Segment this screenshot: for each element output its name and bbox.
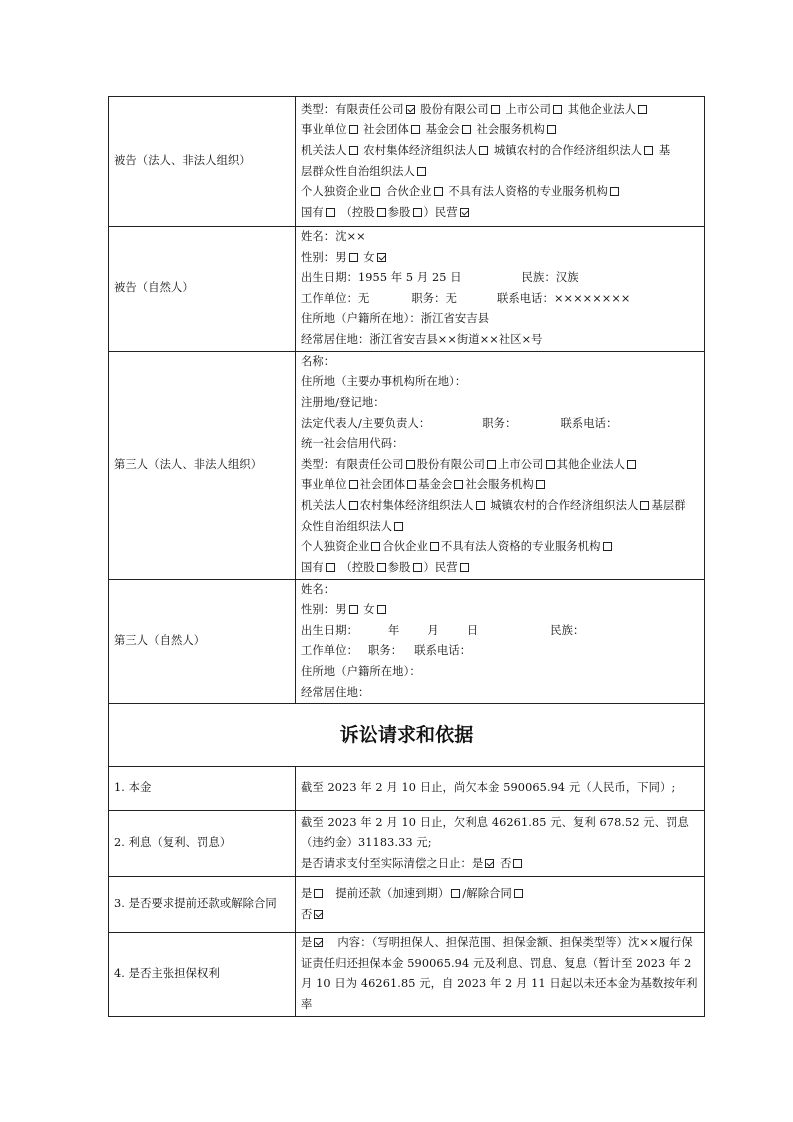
- checkbox-icon[interactable]: [349, 605, 358, 614]
- defendant-post: 职务：无: [411, 291, 457, 305]
- interest-until-paid-yes: 是否请求支付至实际清偿之日止：是: [301, 856, 484, 870]
- third-person-birth-line: [301, 621, 699, 642]
- claim-interest-value: [296, 811, 705, 877]
- gender-female: 女: [363, 250, 375, 264]
- third-org-ownership-line: [301, 558, 699, 579]
- gender-female: 女: [363, 603, 375, 617]
- third-person-phone: 联系电话：: [414, 644, 472, 658]
- defendant-domicile: 住所地（户籍所在地）：浙江省安吉县: [301, 312, 490, 326]
- defendant-person-label-text: 被告（自然人）: [114, 281, 194, 295]
- type-other-enterprise: 其他企业法人: [567, 102, 637, 116]
- checkbox-icon[interactable]: [638, 105, 647, 114]
- checkbox-icon[interactable]: [326, 563, 335, 572]
- checkbox-icon[interactable]: [371, 187, 380, 196]
- checkbox-checked-icon[interactable]: [460, 208, 469, 217]
- checkbox-icon[interactable]: [430, 542, 439, 551]
- type-llc: 有限责任公司: [335, 457, 404, 471]
- third-org-rep: 法定代表人/主要负责人：: [301, 416, 431, 430]
- defendant-work: 工作单位：无: [301, 291, 370, 305]
- third-person-work-line: [301, 641, 699, 662]
- third-org-name: 名称：: [301, 354, 336, 368]
- third-org-type-line1: [301, 455, 699, 476]
- checkbox-icon[interactable]: [460, 563, 469, 572]
- type-prefix: 类型：: [301, 457, 336, 471]
- ownership-controlling: （控股: [340, 205, 375, 219]
- checkbox-icon[interactable]: [644, 146, 653, 155]
- claim-early-row: [109, 877, 705, 933]
- checkbox-icon[interactable]: [462, 125, 471, 134]
- third-org-label: [109, 351, 296, 579]
- defendant-ethnic: 民族：汉族: [521, 271, 579, 285]
- defendant-org-type-line4: [301, 162, 699, 183]
- claim-guarantee-label-text: 4. 是否主张担保权利: [114, 967, 220, 981]
- checkbox-icon[interactable]: [407, 480, 416, 489]
- ownership-private: ）民营: [423, 205, 458, 219]
- third-person-label: [109, 579, 296, 704]
- early-no: 否: [301, 907, 313, 921]
- ownership-share: 参股: [387, 560, 411, 574]
- checkbox-icon[interactable]: [491, 105, 500, 114]
- third-org-credit-code: 统一社会信用代码：: [301, 437, 404, 451]
- third-org-type-line5: [301, 537, 699, 558]
- third-person-gender-line: [301, 600, 699, 621]
- claim-early-options: [301, 884, 699, 905]
- checkbox-checked-icon[interactable]: [377, 253, 386, 262]
- type-foundation: 基金会: [425, 123, 460, 137]
- checkbox-icon[interactable]: [627, 460, 636, 469]
- third-org-post: 职务：: [482, 416, 517, 430]
- defendant-gender-line: [301, 248, 699, 269]
- guarantee-text: 内容：（写明担保人、担保范围、担保金额、担保类型等）沈××履行保证责任归还担保本金 590065.94 元及利息、罚息、复息（暂计至 2023 年 2 月 10 日为 46261.85 元，自 2023 年 2 月 11 日起以未还本金为基数按年利率: [301, 936, 698, 1011]
- checkbox-icon[interactable]: [377, 605, 386, 614]
- type-social-group: 社会团体: [363, 123, 409, 137]
- defendant-person-value: [296, 227, 705, 352]
- defendant-org-type-line1: [301, 100, 699, 121]
- birth-month: 月: [427, 623, 439, 637]
- claim-early-value: [296, 877, 705, 933]
- type-foundation: 基金会: [418, 478, 453, 492]
- defendant-org-type-line5: [301, 182, 699, 203]
- checkbox-icon[interactable]: [413, 563, 422, 572]
- checkbox-icon[interactable]: [349, 501, 358, 510]
- early-yes: 是: [301, 887, 313, 901]
- type-sole-prop: 个人独资企业: [301, 540, 370, 554]
- type-grassroots-start: 基: [658, 143, 671, 157]
- checkbox-icon[interactable]: [476, 501, 485, 510]
- checkbox-icon[interactable]: [553, 105, 562, 114]
- defendant-person-label: [109, 227, 296, 352]
- type-listed: 上市公司: [505, 102, 551, 116]
- checkbox-icon[interactable]: [536, 480, 545, 489]
- ownership-share: 参股: [387, 205, 411, 219]
- type-organ: 机关法人: [301, 143, 347, 157]
- checkbox-icon[interactable]: [640, 501, 649, 510]
- checkbox-icon[interactable]: [413, 208, 422, 217]
- third-person-residence: 经常居住地：: [301, 685, 370, 699]
- birth-day: 日: [466, 623, 479, 637]
- type-grassroots: 层群众性自治组织法人: [301, 164, 415, 178]
- checkbox-icon[interactable]: [371, 542, 380, 551]
- checkbox-icon[interactable]: [406, 460, 415, 469]
- checkbox-checked-icon[interactable]: [485, 859, 494, 868]
- type-institution: 事业单位: [301, 478, 347, 492]
- type-joint-stock: 股份有限公司: [420, 102, 489, 116]
- type-organ: 机关法人: [301, 498, 347, 512]
- claim-principal-value: [296, 767, 705, 811]
- checkbox-icon[interactable]: [479, 146, 488, 155]
- claim-guarantee-content: [301, 933, 699, 1015]
- claim-principal-label: [109, 767, 296, 811]
- type-listed: 上市公司: [497, 457, 544, 471]
- type-partnership: 合伙企业: [382, 540, 428, 554]
- checkbox-icon[interactable]: [349, 480, 358, 489]
- checkbox-icon[interactable]: [314, 889, 323, 898]
- third-person-row: [109, 579, 705, 704]
- checkbox-icon[interactable]: [454, 480, 463, 489]
- claim-interest-label-text: 2. 利息（复利、罚息）: [114, 836, 232, 850]
- third-org-value: [296, 351, 705, 579]
- third-org-type-line2: [301, 475, 699, 496]
- third-person-domicile: 住所地（户籍所在地）：: [301, 664, 421, 678]
- checkbox-icon[interactable]: [513, 859, 522, 868]
- checkbox-checked-icon[interactable]: [314, 938, 323, 947]
- type-social-group: 社会团体: [359, 478, 406, 492]
- claim-early-label-text: 3. 是否要求提前还款或解除合同: [114, 897, 277, 911]
- claim-guarantee-row: [109, 933, 705, 1016]
- claim-early-no-line: [301, 905, 699, 926]
- third-org-address: 住所地（主要办事机构所在地）：: [301, 375, 467, 389]
- checkbox-icon[interactable]: [377, 208, 386, 217]
- defendant-org-value: [296, 97, 705, 227]
- type-grassroots: 众性自治组织法人: [301, 519, 393, 533]
- gender-male: 性别：男: [301, 250, 347, 264]
- third-person-ethnic: 民族：: [550, 623, 585, 637]
- third-org-label-text: 第三人（法人、非法人组织）: [114, 457, 263, 471]
- defendant-residence: 经常居住地：浙江省安吉县××街道××社区×号: [301, 332, 543, 346]
- type-social-service: 社会服务机构: [476, 123, 545, 137]
- claim-guarantee-value: [296, 933, 705, 1016]
- defendant-person-row: [109, 227, 705, 352]
- ownership-private: ）民营: [423, 560, 458, 574]
- birth-year: 年: [388, 623, 400, 637]
- early-terminate: /解除合同: [462, 887, 512, 901]
- complaint-form-table: [108, 96, 705, 1017]
- gender-male: 性别：男: [301, 603, 347, 617]
- claim-guarantee-label: [109, 933, 296, 1016]
- third-org-phone: 联系电话：: [560, 416, 618, 430]
- claim-principal-label-text: 1. 本金: [114, 781, 152, 795]
- defendant-birth-line: [301, 268, 699, 289]
- checkbox-icon[interactable]: [547, 125, 556, 134]
- checkbox-icon[interactable]: [377, 563, 386, 572]
- third-org-registration: 注册地/登记地：: [301, 395, 385, 409]
- defendant-org-label: [109, 97, 296, 227]
- third-org-rep-line: [301, 414, 699, 435]
- third-org-type-line4: [301, 517, 699, 538]
- defendant-birth: 出生日期：1955 年 5 月 25 日: [301, 271, 462, 285]
- defendant-org-row: [109, 97, 705, 227]
- checkbox-icon[interactable]: [411, 125, 420, 134]
- checkbox-icon[interactable]: [451, 889, 460, 898]
- checkbox-icon[interactable]: [417, 167, 426, 176]
- defendant-org-type-line2: [301, 120, 699, 141]
- type-cooperative: 城镇农村的合作经济组织法人: [493, 143, 643, 157]
- type-cooperative: 城镇农村的合作经济组织法人: [490, 498, 639, 512]
- early-acceleration: 提前还款（加速到期）: [335, 887, 450, 901]
- third-person-work: 工作单位：: [301, 644, 358, 658]
- checkbox-icon[interactable]: [487, 460, 496, 469]
- defendant-work-line: [301, 289, 699, 310]
- checkbox-checked-icon[interactable]: [314, 910, 323, 919]
- claim-interest-text: 截至 2023 年 2 月 10 日止，欠利息 46261.85 元、复利 678.52 元、罚息（违约金）31183.33 元;: [301, 815, 689, 850]
- guarantee-yes: 是: [301, 936, 313, 950]
- defendant-org-ownership-line: [301, 203, 699, 224]
- type-non-legal-service: 不具有法人资格的专业服务机构: [440, 540, 601, 554]
- checkbox-icon[interactable]: [603, 542, 612, 551]
- checkbox-icon[interactable]: [349, 146, 358, 155]
- checkbox-checked-icon[interactable]: [406, 105, 415, 114]
- third-person-post: 职务：: [368, 644, 403, 658]
- type-rural-collective: 农村集体经济组织法人: [359, 498, 474, 512]
- checkbox-icon[interactable]: [610, 187, 619, 196]
- claim-principal-text: 截至 2023 年 2 月 10 日止，尚欠本金 590065.94 元（人民币，下同）;: [301, 781, 676, 795]
- third-person-name: 姓名：: [301, 582, 336, 596]
- third-person-birth: 出生日期：: [301, 623, 358, 637]
- checkbox-icon[interactable]: [434, 187, 443, 196]
- checkbox-icon[interactable]: [349, 125, 358, 134]
- type-social-service: 社会服务机构: [465, 478, 534, 492]
- ownership-state: 国有: [301, 205, 324, 219]
- ownership-controlling: （控股: [340, 560, 375, 574]
- type-other-enterprise: 其他企业法人: [556, 457, 625, 471]
- type-prefix: 类型：: [301, 102, 336, 116]
- checkbox-icon[interactable]: [514, 889, 523, 898]
- type-grassroots-start: 基层群: [651, 498, 686, 512]
- checkbox-icon[interactable]: [326, 208, 335, 217]
- type-joint-stock: 股份有限公司: [416, 457, 485, 471]
- claim-principal-row: [109, 767, 705, 811]
- checkbox-icon[interactable]: [394, 522, 403, 531]
- claim-interest-label: [109, 811, 296, 877]
- type-non-legal-service: 不具有法人资格的专业服务机构: [448, 185, 608, 199]
- type-sole-prop: 个人独资企业: [301, 185, 370, 199]
- checkbox-icon[interactable]: [349, 253, 358, 262]
- third-person-value: [296, 579, 705, 704]
- type-rural-collective: 农村集体经济组织法人: [363, 143, 478, 157]
- ownership-state: 国有: [301, 560, 324, 574]
- third-org-row: [109, 351, 705, 579]
- type-partnership: 合伙企业: [386, 185, 432, 199]
- checkbox-icon[interactable]: [546, 460, 555, 469]
- defendant-org-type-line3: [301, 141, 699, 162]
- section-title: 诉讼请求和依据: [109, 704, 705, 767]
- claim-interest-row: [109, 811, 705, 877]
- defendant-org-label-text: 被告（法人、非法人组织）: [114, 154, 251, 168]
- claim-early-label: [109, 877, 296, 933]
- defendant-name: 姓名：沈××: [301, 230, 366, 243]
- type-institution: 事业单位: [301, 123, 347, 137]
- interest-until-paid-no: 否: [500, 856, 512, 870]
- type-llc: 有限责任公司: [335, 102, 404, 116]
- third-person-label-text: 第三人（自然人）: [114, 634, 206, 648]
- defendant-phone: 联系电话：××××××××: [496, 291, 631, 305]
- section-title-row: [109, 704, 705, 767]
- third-org-type-line3: [301, 496, 699, 517]
- claim-interest-question-line: [301, 854, 699, 875]
